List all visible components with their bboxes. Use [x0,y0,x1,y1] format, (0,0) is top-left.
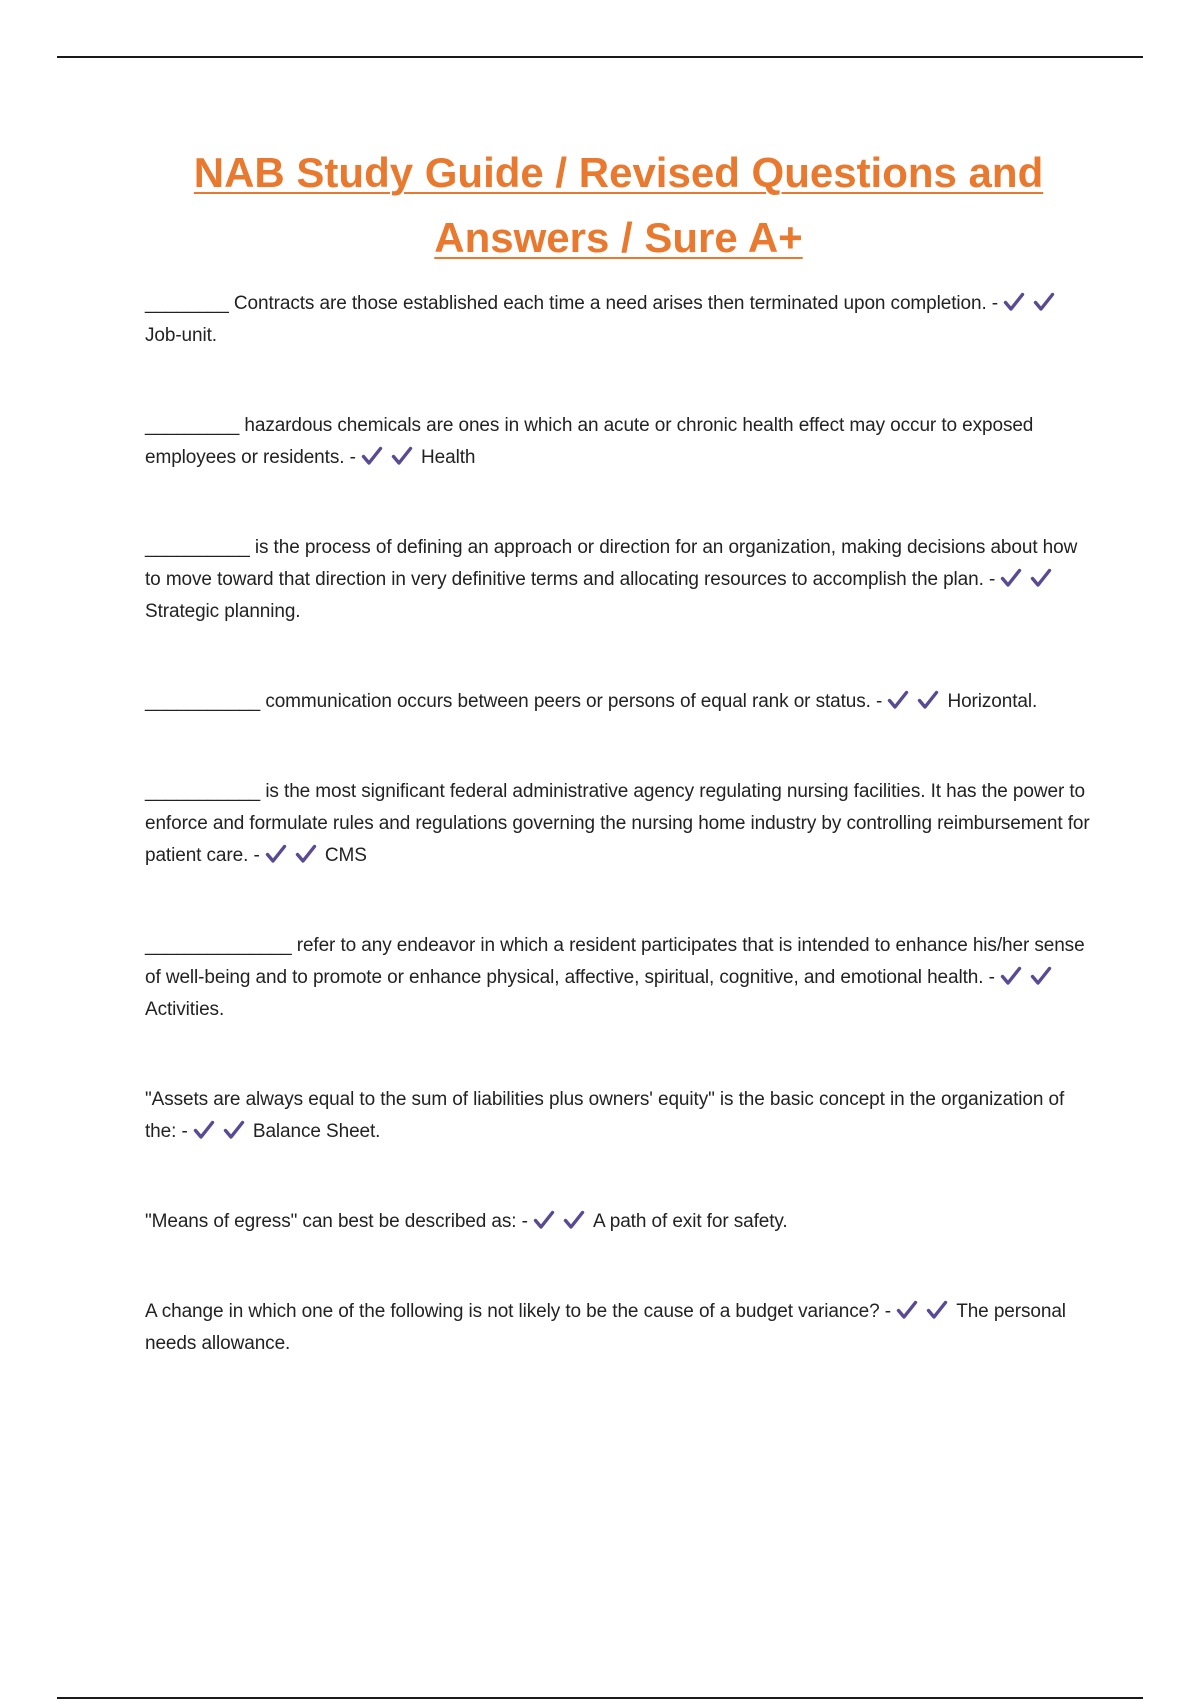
check-icon [361,445,383,467]
check-icon [887,689,909,711]
qa-item [145,288,1090,352]
check-icon [295,843,317,865]
check-icon [926,1299,948,1321]
check-icon [391,445,413,467]
question-text: ________ Contracts are those established each time a need arises then terminated upon completion. - [145,293,999,314]
check-icon [1000,965,1022,987]
answer-text: Horizontal. [947,691,1038,712]
question-text: ______________ refer to any endeavor in which a resident participates that is intended to enhance his/her sense of well-being and to promote or enhance physical, affective, spiritual, cognitive, and emotional health. - [145,935,1085,988]
answer-text: Health [421,447,476,468]
question-text: ___________ is the most significant federal administrative agency regulating nursing facilities. It has the power to enforce and formulate rules and regulations governing the nursing home industry by controlling reimbursement for patient care. - [145,781,1090,866]
qa-item [145,930,1090,1026]
answer-text: A path of exit for safety. [593,1211,788,1232]
check-icon [1003,291,1025,313]
qa-item [145,532,1090,628]
question-text: __________ is the process of defining an approach or direction for an organization, making decisions about how to move toward that direction in very definitive terms and allocating resources to accomplish the plan. - [145,537,1078,590]
answer-text: Job-unit. [145,325,217,346]
check-icon [563,1209,585,1231]
title-line-1: NAB Study Guide / Revised Questions and [193,149,1044,196]
question-text: _________ hazardous chemicals are ones in which an acute or chronic health effect may occur to exposed employees or residents. - [145,415,1034,468]
check-icon [1033,291,1055,313]
answer-text: Strategic planning. [145,601,301,622]
question-text: ___________ communication occurs between peers or persons of equal rank or status. - [145,691,883,712]
answer-text: Balance Sheet. [252,1121,381,1142]
question-text: A change in which one of the following is not likely to be the cause of a budget variance? - [145,1301,892,1322]
check-icon [533,1209,555,1231]
title-line-2: Answers / Sure A+ [434,214,803,261]
qa-item [145,1084,1090,1148]
answer-text: Activities. [145,999,225,1020]
qa-item [145,410,1090,474]
bottom-rule [57,1697,1143,1699]
check-icon [193,1119,215,1141]
check-icon [1000,567,1022,589]
qa-item [145,1296,1090,1360]
question-text: "Means of egress" can best be described as: - [145,1211,528,1232]
check-icon [1030,965,1052,987]
qa-item [145,776,1090,872]
answer-text: The personal needs allowance. [145,1301,1066,1354]
check-icon [265,843,287,865]
question-list [145,288,1090,1360]
answer-text: CMS [324,845,367,866]
top-rule [57,56,1143,58]
question-text: "Assets are always equal to the sum of liabilities plus owners' equity" is the basic concept in the organization of the: - [145,1089,1065,1142]
qa-item [145,686,1090,718]
check-icon [917,689,939,711]
document-title [0,140,1200,270]
check-icon [896,1299,918,1321]
qa-item [145,1206,1090,1238]
check-icon [1030,567,1052,589]
check-icon [223,1119,245,1141]
